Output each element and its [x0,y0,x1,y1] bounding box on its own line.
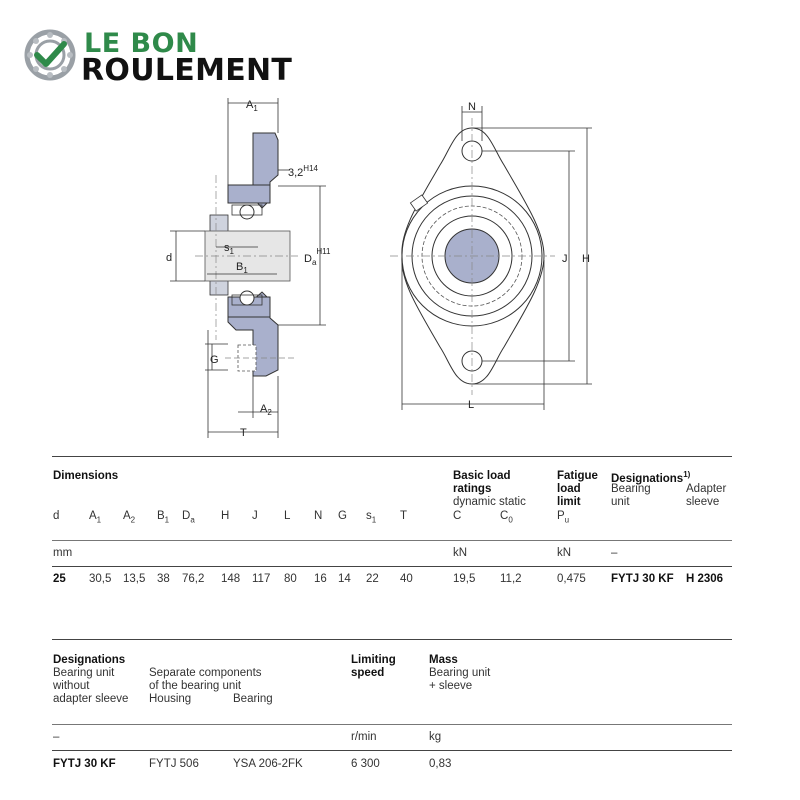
logo-line-1: LE BON [84,28,199,59]
front-view [390,101,592,411]
cell-N: 16 [314,573,327,585]
table-top-rule [52,456,732,457]
col-d: d [53,510,60,522]
label-J: J [562,253,568,265]
cell-T: 40 [400,573,413,585]
label-N: N [468,101,476,113]
cell-d: 25 [53,573,66,585]
bearing-unit-header-1: Bearing [611,483,651,495]
t2-data-rule [52,750,732,751]
unit-kN-fatigue: kN [557,547,572,559]
label-L: L [468,399,475,411]
t2-limit-header-1: Limiting [351,654,396,666]
t2-unit-rmin: r/min [351,731,377,743]
t2-bearing-header: Bearing [233,693,273,705]
label-fit-3-2: $3,2^{H14}$ [288,164,318,179]
label-A1: $A_1$ [246,99,258,113]
label-d: d [166,252,173,264]
cell-H: 148 [221,573,241,585]
cell-Da: 76,2 [182,573,205,585]
fatigue-header-2: load [557,483,581,495]
col-H: H [221,510,230,522]
cell-C0: 11,2 [500,573,522,585]
brand-logo [24,26,304,86]
unit-mm: mm [53,547,73,559]
t2-bu-header-3: adapter sleeve [53,693,129,705]
t2-mass-header-2: Bearing unit [429,667,491,679]
t2-cell-bearing: YSA 206-2FK [233,758,303,770]
label-T: T [240,427,247,439]
adapter-header-1: Adapter [686,483,727,495]
t2-cell-speed: 6 300 [351,758,380,770]
adapter-header-2: sleeve [686,496,720,508]
label-G: G [210,354,219,366]
cell-Pu: 0,475 [557,573,586,585]
t2-designations-header: Designations [53,654,126,666]
t2-mass-header-3: + sleeve [429,680,473,692]
t2-unit-kg: kg [429,731,442,743]
fatigue-header-1: Fatigue [557,470,598,482]
t2-bu-header-2: without [53,680,90,692]
label-A2: $A_2$ [260,403,272,417]
t2-cell-unit: FYTJ 30 KF [53,758,116,770]
col-s1: $s_1$ [366,510,377,525]
unit-kN-load: kN [453,547,468,559]
t2-bu-header-1: Bearing unit [53,667,115,679]
cell-B1: 38 [157,573,170,585]
cell-bearing-unit: FYTJ 30 KF [611,573,674,585]
col-B1: $B_1$ [157,510,170,525]
dimensions-header: Dimensions [53,470,119,482]
t2-sep-header-2: of the bearing unit [149,680,242,692]
label-Da: $D_a^{H11}$ [304,247,331,267]
col-A2: $A_2$ [123,510,136,525]
t2-housing-header: Housing [149,693,192,705]
designations-header: Designations$^{1)}$ [611,470,691,485]
cell-s1: 22 [366,573,379,585]
load-header-2: ratings [453,483,492,495]
t2-cell-housing: FYTJ 506 [149,758,199,770]
t2-limit-header-2: speed [351,667,385,679]
fatigue-header-3: limit [557,496,581,508]
load-header-1: Basic load [453,470,511,482]
col-C: C [453,510,462,522]
section-view [166,98,331,439]
table2-top-rule [52,639,732,640]
col-Pu: $P_u$ [557,510,570,525]
col-C0: $C_0$ [500,510,513,525]
cell-A1: 30,5 [89,573,112,585]
unit-dash: – [611,547,618,559]
col-L: L [284,510,291,522]
logo-line-2: ROULEMENT [81,53,293,88]
col-Da: $D_a$ [182,510,195,525]
units-rule [52,540,732,541]
label-H: H [582,253,590,265]
load-subheader: dynamic static [453,496,526,508]
col-T: T [400,510,408,522]
t2-cell-mass: 0,83 [429,758,452,770]
cell-G: 14 [338,573,351,585]
cell-J: 117 [252,573,271,585]
t2-mass-header-1: Mass [429,654,458,666]
cell-adapter-sleeve: H 2306 [686,573,724,585]
label-s1: $s_1$ [224,242,234,256]
cell-C: 19,5 [453,573,476,585]
label-B1: $B_1$ [236,261,248,275]
bearing-unit-header-2: unit [611,496,630,508]
col-G: G [338,510,347,522]
cell-L: 80 [284,573,297,585]
data-rule [52,566,732,567]
t2-units-rule [52,724,732,725]
bearing-logo-icon [24,29,76,81]
t2-sep-header-1: Separate components [149,667,262,679]
col-A1: $A_1$ [89,510,102,525]
col-J: J [252,510,258,522]
cell-A2: 13,5 [123,573,146,585]
technical-drawing [0,90,800,450]
col-N: N [314,510,323,522]
t2-unit-dash: – [53,731,60,743]
